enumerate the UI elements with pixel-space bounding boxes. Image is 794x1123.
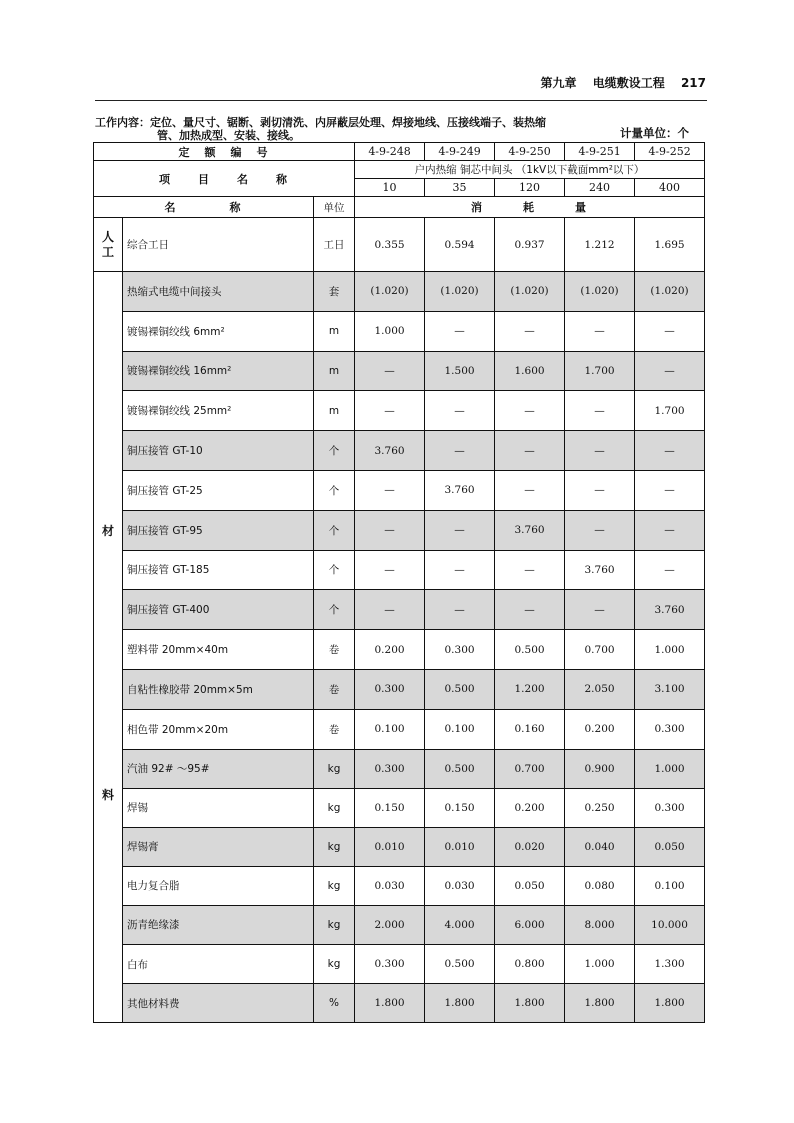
row-unit: 个	[314, 470, 355, 510]
value-cell: 3.760	[635, 590, 705, 630]
row-name: 自粘性橡胶带 20mm×5m	[123, 669, 314, 709]
header-rule	[95, 100, 707, 101]
value-cell: —	[635, 431, 705, 471]
value-cell: 0.200	[495, 788, 565, 827]
row-unit: kg	[314, 827, 355, 866]
size-cell: 35	[425, 179, 495, 197]
chapter-label: 第九章	[540, 76, 577, 90]
row-name: 镀锡裸铜绞线 6mm²	[123, 311, 314, 351]
value-cell: —	[425, 431, 495, 471]
value-cell: 3.760	[495, 510, 565, 550]
row-name: 综合工日	[123, 218, 314, 272]
value-cell: 0.080	[565, 866, 635, 905]
value-cell: —	[495, 590, 565, 630]
value-cell: 0.200	[565, 709, 635, 749]
value-cell: 0.020	[495, 827, 565, 866]
code-cell: 4-9-252	[635, 143, 705, 161]
value-cell: 0.500	[425, 669, 495, 709]
value-cell: 0.150	[425, 788, 495, 827]
size-cell: 120	[495, 179, 565, 197]
value-cell: 0.300	[635, 788, 705, 827]
row-unit: 工日	[314, 218, 355, 272]
row-unit: kg	[314, 749, 355, 788]
labor-row	[94, 218, 705, 272]
value-cell: 0.050	[635, 827, 705, 866]
value-cell: 1.800	[425, 984, 495, 1023]
code-cell: 4-9-250	[495, 143, 565, 161]
row-unit: m	[314, 351, 355, 391]
row-unit: kg	[314, 866, 355, 905]
value-cell: —	[635, 351, 705, 391]
material-row	[94, 272, 705, 312]
value-cell: 0.100	[425, 709, 495, 749]
value-cell: 1.800	[565, 984, 635, 1023]
material-row	[94, 590, 705, 630]
value-cell: —	[565, 311, 635, 351]
row-unit: 卷	[314, 709, 355, 749]
material-row	[94, 630, 705, 670]
material-category-char: 料	[101, 788, 114, 802]
consumption-header: 消 耗 量	[355, 197, 705, 218]
material-row	[94, 550, 705, 590]
value-cell: (1.020)	[355, 272, 425, 312]
value-cell: —	[565, 510, 635, 550]
value-cell: —	[635, 311, 705, 351]
value-cell: 1.300	[635, 945, 705, 984]
material-row	[94, 311, 705, 351]
value-cell: —	[635, 550, 705, 590]
size-cell: 240	[565, 179, 635, 197]
material-row	[94, 669, 705, 709]
value-cell: 0.300	[355, 749, 425, 788]
row-name: 焊锡膏	[123, 827, 314, 866]
value-cell: 1.600	[495, 351, 565, 391]
value-cell: (1.020)	[635, 272, 705, 312]
value-cell: 1.800	[355, 984, 425, 1023]
value-cell: —	[355, 510, 425, 550]
row-name: 铜压接管 GT-25	[123, 470, 314, 510]
value-cell: 0.937	[495, 218, 565, 272]
value-cell: 1.695	[635, 218, 705, 272]
value-cell: 0.040	[565, 827, 635, 866]
value-cell: 0.030	[425, 866, 495, 905]
value-cell: —	[355, 391, 425, 431]
row-unit: %	[314, 984, 355, 1023]
value-cell: 0.500	[425, 945, 495, 984]
row-unit: 个	[314, 550, 355, 590]
page-header	[529, 74, 706, 91]
unit-column-header: 单位	[314, 197, 355, 218]
row-unit: 套	[314, 272, 355, 312]
row-name: 铜压接管 GT-400	[123, 590, 314, 630]
value-cell: —	[495, 431, 565, 471]
value-cell: 1.200	[495, 669, 565, 709]
work-content-line1: 定位、量尺寸、锯断、剥切清洗、内屏蔽层处理、焊接地线、压接线端子、装热缩	[150, 116, 546, 129]
value-cell: —	[355, 590, 425, 630]
value-cell: 1.800	[495, 984, 565, 1023]
work-content-label: 工作内容：	[95, 116, 150, 129]
code-cell: 4-9-248	[355, 143, 425, 161]
material-row	[94, 866, 705, 905]
row-unit: 卷	[314, 669, 355, 709]
value-cell: 0.355	[355, 218, 425, 272]
value-cell: 2.000	[355, 905, 425, 944]
value-cell: 0.100	[635, 866, 705, 905]
value-cell: 2.050	[565, 669, 635, 709]
value-cell: (1.020)	[425, 272, 495, 312]
row-unit: kg	[314, 905, 355, 944]
row-name: 铜压接管 GT-185	[123, 550, 314, 590]
value-cell: —	[425, 391, 495, 431]
value-cell: 0.100	[355, 709, 425, 749]
material-row	[94, 431, 705, 471]
code-cell: 4-9-251	[565, 143, 635, 161]
value-cell: —	[495, 470, 565, 510]
value-cell: 8.000	[565, 905, 635, 944]
value-cell: 0.700	[565, 630, 635, 670]
value-cell: —	[425, 510, 495, 550]
value-cell: 1.000	[355, 311, 425, 351]
item-label: 项 目 名 称	[94, 161, 355, 197]
page-number: 217	[680, 76, 706, 90]
value-cell: 1.700	[565, 351, 635, 391]
row-unit: kg	[314, 945, 355, 984]
row-unit: 个	[314, 510, 355, 550]
chapter-title: 电缆敷设工程	[592, 76, 665, 90]
value-cell: 1.800	[635, 984, 705, 1023]
material-category-char: 材	[101, 524, 114, 538]
material-category	[94, 272, 123, 1023]
value-cell: 0.300	[355, 945, 425, 984]
value-cell: 0.160	[495, 709, 565, 749]
unit-note: 计量单位：个	[620, 126, 689, 140]
value-cell: 0.300	[355, 669, 425, 709]
row-name: 热缩式电缆中间接头	[123, 272, 314, 312]
row-unit: 个	[314, 590, 355, 630]
row-name: 焊锡	[123, 788, 314, 827]
size-cell: 10	[355, 179, 425, 197]
work-content	[95, 116, 615, 142]
value-cell: 0.700	[495, 749, 565, 788]
value-cell: 0.800	[495, 945, 565, 984]
value-cell: 1.000	[635, 749, 705, 788]
material-row	[94, 391, 705, 431]
value-cell: 0.030	[355, 866, 425, 905]
value-cell: 0.010	[425, 827, 495, 866]
material-row	[94, 351, 705, 391]
code-cell: 4-9-249	[425, 143, 495, 161]
value-cell: —	[355, 550, 425, 590]
row-unit: kg	[314, 788, 355, 827]
value-cell: —	[355, 351, 425, 391]
value-cell: —	[565, 431, 635, 471]
material-row	[94, 905, 705, 944]
row-unit: 个	[314, 431, 355, 471]
material-row	[94, 827, 705, 866]
value-cell: 3.100	[635, 669, 705, 709]
row-name: 镀锡裸铜绞线 25mm²	[123, 391, 314, 431]
material-row	[94, 945, 705, 984]
work-content-line2: 管、加热成型、安装、接线。	[157, 129, 300, 142]
material-row	[94, 470, 705, 510]
row-name: 镀锡裸铜绞线 16mm²	[123, 351, 314, 391]
value-cell: 0.150	[355, 788, 425, 827]
value-cell: —	[565, 590, 635, 630]
row-name: 其他材料费	[123, 984, 314, 1023]
value-cell: —	[635, 510, 705, 550]
value-cell: 0.300	[635, 709, 705, 749]
value-cell: 1.000	[565, 945, 635, 984]
value-cell: 10.000	[635, 905, 705, 944]
value-cell: 1.500	[425, 351, 495, 391]
value-cell: 3.760	[355, 431, 425, 471]
value-cell: 1.000	[635, 630, 705, 670]
value-cell: 0.050	[495, 866, 565, 905]
value-cell: —	[565, 470, 635, 510]
material-row	[94, 749, 705, 788]
value-cell: —	[495, 550, 565, 590]
row-unit: m	[314, 311, 355, 351]
material-row	[94, 510, 705, 550]
value-cell: —	[495, 311, 565, 351]
row-name: 白布	[123, 945, 314, 984]
quota-table	[93, 142, 705, 1023]
value-cell: (1.020)	[495, 272, 565, 312]
value-cell: 4.000	[425, 905, 495, 944]
row-name: 汽油 92# ～95#	[123, 749, 314, 788]
quota-label: 定 额 编 号	[94, 143, 355, 161]
value-cell: 3.760	[565, 550, 635, 590]
value-cell: 0.594	[425, 218, 495, 272]
value-cell: 3.760	[425, 470, 495, 510]
size-cell: 400	[635, 179, 705, 197]
row-name: 电力复合脂	[123, 866, 314, 905]
value-cell: —	[425, 590, 495, 630]
row-unit: m	[314, 391, 355, 431]
row-name: 铜压接管 GT-10	[123, 431, 314, 471]
value-cell: —	[355, 470, 425, 510]
row-name: 沥青绝缘漆	[123, 905, 314, 944]
row-name: 铜压接管 GT-95	[123, 510, 314, 550]
value-cell: (1.020)	[565, 272, 635, 312]
value-cell: —	[495, 391, 565, 431]
name-column-header: 名 称	[94, 197, 314, 218]
value-cell: —	[635, 470, 705, 510]
value-cell: 0.500	[495, 630, 565, 670]
labor-category: 人 工	[94, 218, 123, 272]
value-cell: 6.000	[495, 905, 565, 944]
value-cell: 0.010	[355, 827, 425, 866]
value-cell: 0.900	[565, 749, 635, 788]
value-cell: —	[425, 311, 495, 351]
material-row	[94, 984, 705, 1023]
value-cell: 0.250	[565, 788, 635, 827]
material-row	[94, 709, 705, 749]
value-cell: 1.212	[565, 218, 635, 272]
value-cell: —	[565, 391, 635, 431]
value-cell: —	[425, 550, 495, 590]
value-cell: 0.500	[425, 749, 495, 788]
value-cell: 1.700	[635, 391, 705, 431]
material-row	[94, 788, 705, 827]
value-cell: 0.200	[355, 630, 425, 670]
row-name: 相色带 20mm×20m	[123, 709, 314, 749]
group-title: 户内热缩 铜芯中间头 （1kV以下截面mm²以下）	[355, 161, 705, 179]
row-unit: 卷	[314, 630, 355, 670]
value-cell: 0.300	[425, 630, 495, 670]
row-name: 塑料带 20mm×40m	[123, 630, 314, 670]
